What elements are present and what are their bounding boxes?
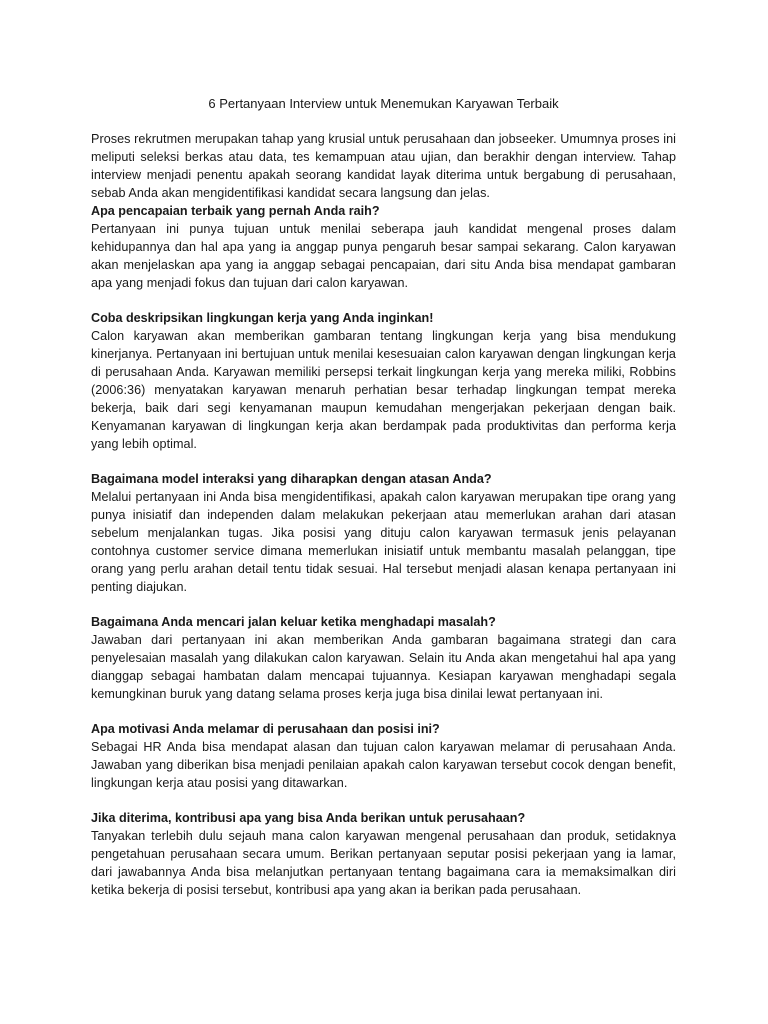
section-heading: Apa pencapaian terbaik yang pernah Anda raih? [91,204,380,218]
section-6 [91,809,676,899]
section-body: Jawaban dari pertanyaan ini akan memberikan Anda gambaran bagaimana strategi dan cara penyelesaian masalah yang dilakukan calon karyawan. Selain itu Anda akan mengetahui hal apa yang dianggap sebagai hambatan dalam mencapai tujuannya. Kesiapan karyawan menghadapi segala kemungkinan buruk yang datang selama proses kerja juga bisa dinilai lewat pertanyaan ini. [91,633,676,701]
section-body: Pertanyaan ini punya tujuan untuk menilai seberapa jauh kandidat mengenal proses dalam kehidupannya dan hal apa yang ia anggap punya pengaruh besar sampai sekarang. Calon karyawan akan menjelaskan apa yang ia anggap sebagai pencapaian, dari situ Anda bisa mendapat gambaran apa yang menjadi fokus dan tujuan dari calon karyawan. [91,222,676,290]
section-5 [91,720,676,792]
section-heading: Bagaimana model interaksi yang diharapkan dengan atasan Anda? [91,472,492,486]
section-1 [91,202,676,292]
document-title: 6 Pertanyaan Interview untuk Menemukan Karyawan Terbaik [208,96,559,111]
section-body: Calon karyawan akan memberikan gambaran tentang lingkungan kerja yang bisa mendukung kinerjanya. Pertanyaan ini bertujuan untuk menilai kesesuaian calon karyawan dengan lingkungan kerja di perusahaan Anda. Karyawan memiliki persepsi terkait lingkungan kerja yang mereka miliki, Robbins (2006:36) menyatakan karyawan menaruh perhatian besar terhadap lingkungan tempat mereka bekerja, baik dari segi kenyamanan maupun kemudahan mengerjakan pekerjaan dengan baik. Kenyamanan karyawan di lingkungan kerja akan berdampak pada produktivitas dan performa kerja yang lebih optimal. [91,329,676,451]
section-body: Sebagai HR Anda bisa mendapat alasan dan tujuan calon karyawan melamar di perusahaan Anda. Jawaban yang diberikan bisa menjadi penilaian apakah calon karyawan tersebut cocok dengan benefit, lingkungan kerja atau posisi yang ditawarkan. [91,740,676,790]
section-2 [91,309,676,453]
section-3 [91,470,676,596]
section-heading: Coba deskripsikan lingkungan kerja yang Anda inginkan! [91,311,434,325]
section-body: Tanyakan terlebih dulu sejauh mana calon karyawan mengenal perusahaan dan produk, setidaknya pengetahuan perusahaan secara umum. Berikan pertanyaan seputar posisi pekerjaan yang ia lamar, dari jawabannya Anda bisa melanjutkan pertanyaan tentang bagaimana cara ia memaksimalkan diri ketika bekerja di posisi tersebut, kontribusi apa yang akan ia berikan pada perusahaan. [91,829,676,897]
section-heading: Apa motivasi Anda melamar di perusahaan dan posisi ini? [91,722,440,736]
section-heading: Jika diterima, kontribusi apa yang bisa Anda berikan untuk perusahaan? [91,811,526,825]
section-4 [91,613,676,703]
section-heading: Bagaimana Anda mencari jalan keluar ketika menghadapi masalah? [91,615,496,629]
section-body: Melalui pertanyaan ini Anda bisa mengidentifikasi, apakah calon karyawan merupakan tipe orang yang punya inisiatif dan independen dalam melakukan pekerjaan atau memerlukan arahan dari atasan sebelum menjalankan tugas. Jika posisi yang dituju calon karyawan termasuk jenis pelayanan contohnya customer service dimana memerlukan inisiatif untuk membantu masalah pelanggan, tipe orang yang perlu arahan detail tentu tidak sesuai. Hal tersebut menjadi alasan kenapa pertanyaan ini penting diajukan. [91,490,676,594]
intro-paragraph: Proses rekrutmen merupakan tahap yang krusial untuk perusahaan dan jobseeker. Umumnya proses ini meliputi seleksi berkas atau data, tes kemampuan atau ujian, dan berakhir dengan interview. Tahap interview menjadi penentu apakah seorang kandidat layak diterima untuk bergabung di perusahaan, sebab Anda akan mengidentifikasi kandidat secara langsung dan jelas. [91,132,676,200]
